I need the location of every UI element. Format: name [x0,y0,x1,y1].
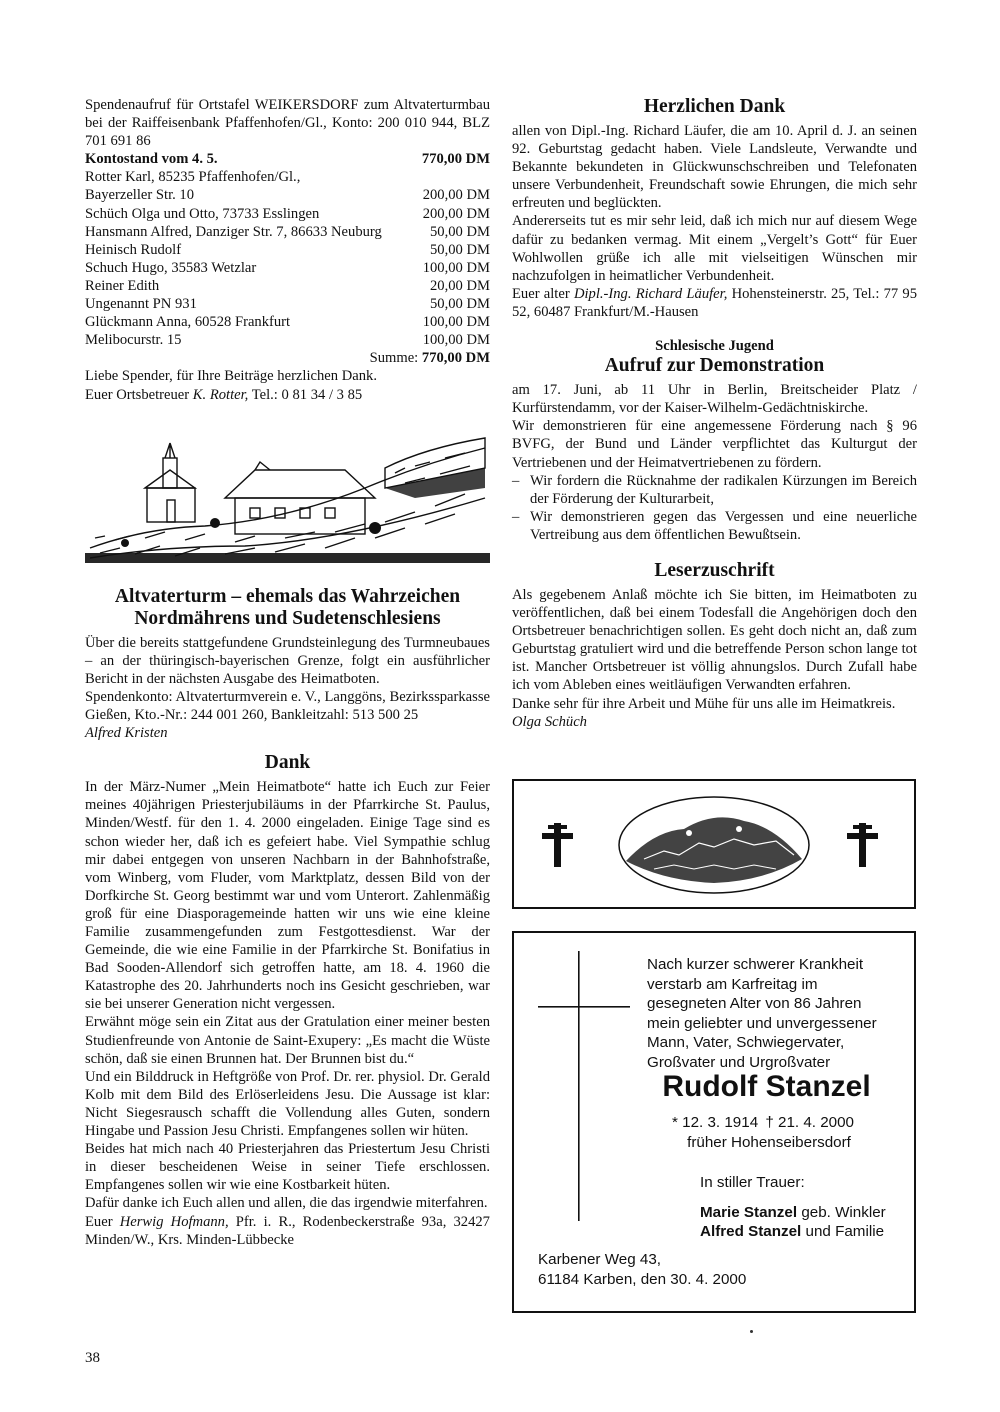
cross-icon [542,823,573,867]
death-date: † 21. 4. 2000 [765,1114,854,1131]
donation-row [85,331,490,349]
mourner-2 [700,1222,910,1242]
donation-list [85,168,490,349]
kontostand-label: Kontostand vom 4. 5. [85,151,218,168]
altvaterturm-konto: Spendenkonto: Altvaterturmverein e. V., Langgöns, Bezirkssparkasse Gießen, Kto.-Nr.: 244 001 260, Bankleitzahl: 513 500 25 [85,688,490,724]
donor-name: Rotter Karl, 85235 Pfaffenhofen/Gl., [85,169,301,186]
deceased-name: Rudolf Stanzel [662,1070,871,1103]
donation-row [85,241,490,259]
spendenaufruf-closing [85,386,490,404]
address-line-1: Karbener Weg 43, [538,1251,661,1268]
mourner-1-rest: geb. Winkler [801,1203,886,1221]
bullet-text: Wir fordern die Rücknahme der radikalen Kürzungen im Bereich der Förderung der Kulturarbeit, [530,472,917,507]
closing-prefix: Euer Ortsbetreuer [85,386,190,403]
donor-name: Glückmann Anna, 60528 Frankfurt [85,314,291,331]
kontostand-row [85,150,490,168]
donation-amount: 50,00 DM [430,241,490,258]
leserzuschrift-p2: Danke sehr für ihre Arbeit und Mühe für uns alle im Heimatkreis. [512,695,896,712]
demonstration-p2: Wir demonstrieren für eine angemessene Förderung nach § 96 BVFG, der Bund und Länder verpflichtet das Kulturgut der Vertriebenen und der Heimatvertriebenen zu fördern. [512,418,917,471]
bullet-text: Wir demonstrieren gegen das Vergessen und eine neuerliche Vertreibung aus dem öffentlichen Bewußtsein. [530,508,917,543]
demonstration-kicker: Schlesische Jugend [655,338,774,355]
hd-closing-rest: Hohensteinerstr. 25, Tel.: 77 95 52, 60487 Frankfurt/M.-Hausen [512,285,918,320]
donation-row [85,295,490,313]
dank-closing [85,1213,490,1249]
donation-amount: 200,00 DM [422,205,490,222]
summe-label: Summe: [369,350,419,367]
hd-closing-name: Dipl.-Ing. Richard Läufer, [573,285,728,302]
herzlichen-dank-p2: Andererseits tut es mir sehr leid, daß ich mich nur auf diesem Wege dafür zu bedanken vermag. Mit einem „Vergelt’s Gott“ für Euer Wohlwollen grüße ich alle mit vielseitigen Wünschen mir nachzufolgen in heimatlicher Verbundenheit. [512,213,917,284]
donation-row [85,259,490,277]
bullet-dash: – [512,472,520,489]
dank-p4: Beides hat mich nach 40 Priesterjahren das Priestertum Jesu Christi in dieser bescheidenen Weise in seiner Tiefe erschlossen. Empfangenes sollen wir wie eine Kostbarkeit hüten. [85,1141,490,1194]
obituary-address [538,1250,788,1289]
spendenaufruf-thanks: Liebe Spender, für Ihre Beiträge herzlichen Dank. [85,368,377,385]
closing-name: K. Rotter, [192,386,249,403]
altvaterturm-title-line2: Nordmährens und Sudetenschlesiens [134,607,441,629]
donor-name: Melibocurstr. 15 [85,332,182,349]
donation-amount: 50,00 DM [430,296,490,313]
mourner-1-name: Marie Stanzel [700,1203,798,1221]
summe-value: 770,00 DM [421,350,490,367]
mourner-2-name: Alfred Stanzel [700,1223,802,1240]
bullet-dash: – [512,508,520,525]
mourners [700,1173,910,1242]
hd-closing-prefix: Euer alter [512,285,570,302]
demonstration-p1: am 17. Juni, ab 11 Uhr in Berlin, Breitscheider Platz / Kurfürstendamm, vor der Kaiser-Wilhelm-Gedächtniskirche. [512,382,917,417]
donation-row [85,186,490,204]
donor-name: Schüch Olga und Otto, 73733 Esslingen [85,205,320,222]
donor-name: Reiner Edith [85,277,160,294]
donor-name: Hansmann Alfred, Danziger Str. 7, 86633 Neuburg [85,223,382,240]
donation-amount: 100,00 DM [422,314,490,331]
dank-p1: In der März-Numer „Mein Heimatbote“ hatte ich Euch zur Feier meines 40jährigen Priesterjubiläums in der Pfarrkirche St. Paulus, Minden/Westf. für den 1. 4. 2000 eingeladen. Einige Tage sind es schon wieder her, daß ich es gefeiert habe. Viel Sympathie schlug mir dabei entgegen von unseren Nachbarn in der Bahnhofstraße, vom Winberg, vom Fluder, vom Marktplatz, dessen Bild von der Dorfkirche St. Georg bestimmt war und vom Unterort. Zahlenmäßig groß für eine Diasporagemeinde hatten wir uns wie eine kleine Familie zusammengefunden zum Festgottesdienst. War der Gemeinde, die wie eine Familie in der Pfarrkirche St. Bonifatius in Bad Sooden-Allendorf sich getroffen hatte, am 18. 4. 1960 die Katastrophe des 20. Jahrhunderts noch ins Gesicht geschrieben, war sie bei unserer Generation nicht vergessen. [85,779,490,1013]
altvaterturm-signature: Alfred Kristen [85,725,168,742]
stray-dot [750,1330,753,1333]
closing-tel: Tel.: 0 81 34 / 3 85 [251,386,363,403]
obituary-notice [512,931,916,1313]
altvaterturm-body: Über die bereits stattgefundene Grundsteinlegung des Turmneubaues – an der thüringisch-bayerischen Grenze, folgt ein ausführlicher Bericht in der nächsten Ausgabe des Heimatboten. [85,634,490,687]
spendenaufruf-intro: Spendenaufruf für Ortstafel WEIKERSDORF zum Altvaterturmbau bei der Raiffeisenbank Pfaffenhofen/Gl., Konto: 200 010 944, BLZ 701 691 86 [85,97,490,150]
demonstration-title: Aufruf zur Demonstration [604,355,825,377]
donor-name: Heinisch Rudolf [85,241,182,258]
dank-p2: Erwähnt möge sein ein Zitat aus der Gratulation einer meiner besten Studienfreunde von Antonie de Saint-Exupery: „Es macht die Wüste schön, daß sie einen Brunnen hat. Der Brunnen bist du.“ [85,1014,490,1067]
memorial-box [512,779,916,909]
mourner-2-rest: und Familie [805,1223,885,1240]
obituary-intro: Nach kurzer schwerer Krankheit verstarb am Karfreitag im gesegneten Alter von 86 Jahren mein geliebter und unvergessener Mann, Vater, Schwiegervater, Großvater und Urgroßvater [647,956,877,1071]
donation-amount: 100,00 DM [422,259,490,276]
dank-closing-prefix: Euer [85,1213,113,1230]
page-number: 38 [85,1350,100,1366]
donation-amount: 50,00 DM [430,223,490,240]
donation-row [85,168,490,186]
donation-amount: 20,00 DM [430,277,490,294]
demonstration-bullet-1 [512,472,917,508]
left-column [85,96,490,1249]
village-illustration [85,428,490,563]
address-line-2: 61184 Karben, den 30. 4. 2000 [538,1270,747,1288]
dank-closing-name: Herwig Hofmann, [119,1213,229,1230]
donation-row [85,277,490,295]
leserzuschrift-p1: Als gegebenem Anlaß möchte ich Sie bitten, im Heimatboten zu veröffentlichen, daß bei einem Todesfall die Angehörigen doch den Ortsbetreuer benachrichtigen sollen. Es geht doch nicht an, daß zum Geburtstag gratuliert wird und die betreffende Person schon lange tot ist. Mancher Ortsbetreuer ist völlig ahnungslos. Durch Zufall habe ich vom Ableben eines weitläufigen Verwandten erfahren. [512,586,917,694]
herzlichen-dank-title: Herzlichen Dank [643,96,786,117]
cross-icon [847,823,878,867]
donation-row [85,313,490,331]
mourner-1 [700,1203,910,1223]
dank-p5: Dafür danke ich Euch allen und allen, die das irgendwie miterfahren. [85,1195,488,1212]
donation-amount: 200,00 DM [422,187,490,204]
mourning-label: In stiller Trauer: [700,1174,805,1191]
leserzuschrift-title: Leserzuschrift [654,559,775,581]
former-residence: früher Hohenseibersdorf [687,1134,851,1151]
donor-name: Ungenannt PN 931 [85,296,197,313]
leserzuschrift-signature: Olga Schüch [512,713,587,730]
altvaterturm-title-line1: Altvaterturm – ehemals das Wahrzeichen [114,585,461,607]
donor-name: Schuch Hugo, 35583 Wetzlar [85,259,257,276]
life-dates [644,1113,894,1153]
altvaterturm-title [85,586,490,630]
herzlichen-dank-p1: allen von Dipl.-Ing. Richard Läufer, die am 10. April d. J. an seinen 92. Geburtstag gedacht haben. Viele Landsleute, Verwandte und Bekannte bekundeten in Glückwunschschreiben und Telefonaten unsere Verbundenheit, Freundschaft sowie Ehrungen, die mich sehr erfreuten und beglückten. [512,123,917,212]
donation-row [85,205,490,223]
right-column [512,96,917,731]
memorial-graphic [514,781,914,907]
donation-amount: 100,00 DM [422,332,490,349]
grave-illustration [619,797,809,893]
demonstration-bullet-2 [512,508,917,544]
herzlichen-dank-closing [512,285,917,321]
birth-date: * 12. 3. 1914 [672,1114,759,1131]
summe-row [85,349,490,367]
dank-closing-rest: Pfr. i. R., Rodenbeckerstraße 93a, 32427 Minden/W., Krs. Minden-Lübbecke [85,1213,490,1248]
kontostand-value: 770,00 DM [421,151,490,168]
dank-p3: Und ein Bilddruck in Heftgröße von Prof. Dr. rer. physiol. Dr. Gerald Kolb mit dem Bild des Erlöserleidens Jesu. Die Aussage ist klar: Nicht Siegesrausch schafft die Vollendung alles Guten, sondern Hingabe und Passion Jesu Christi. Empfangenes sollen wir hüten. [85,1068,490,1140]
dank-title: Dank [264,752,311,774]
donation-row [85,223,490,241]
donor-name: Bayerzeller Str. 10 [85,187,195,204]
